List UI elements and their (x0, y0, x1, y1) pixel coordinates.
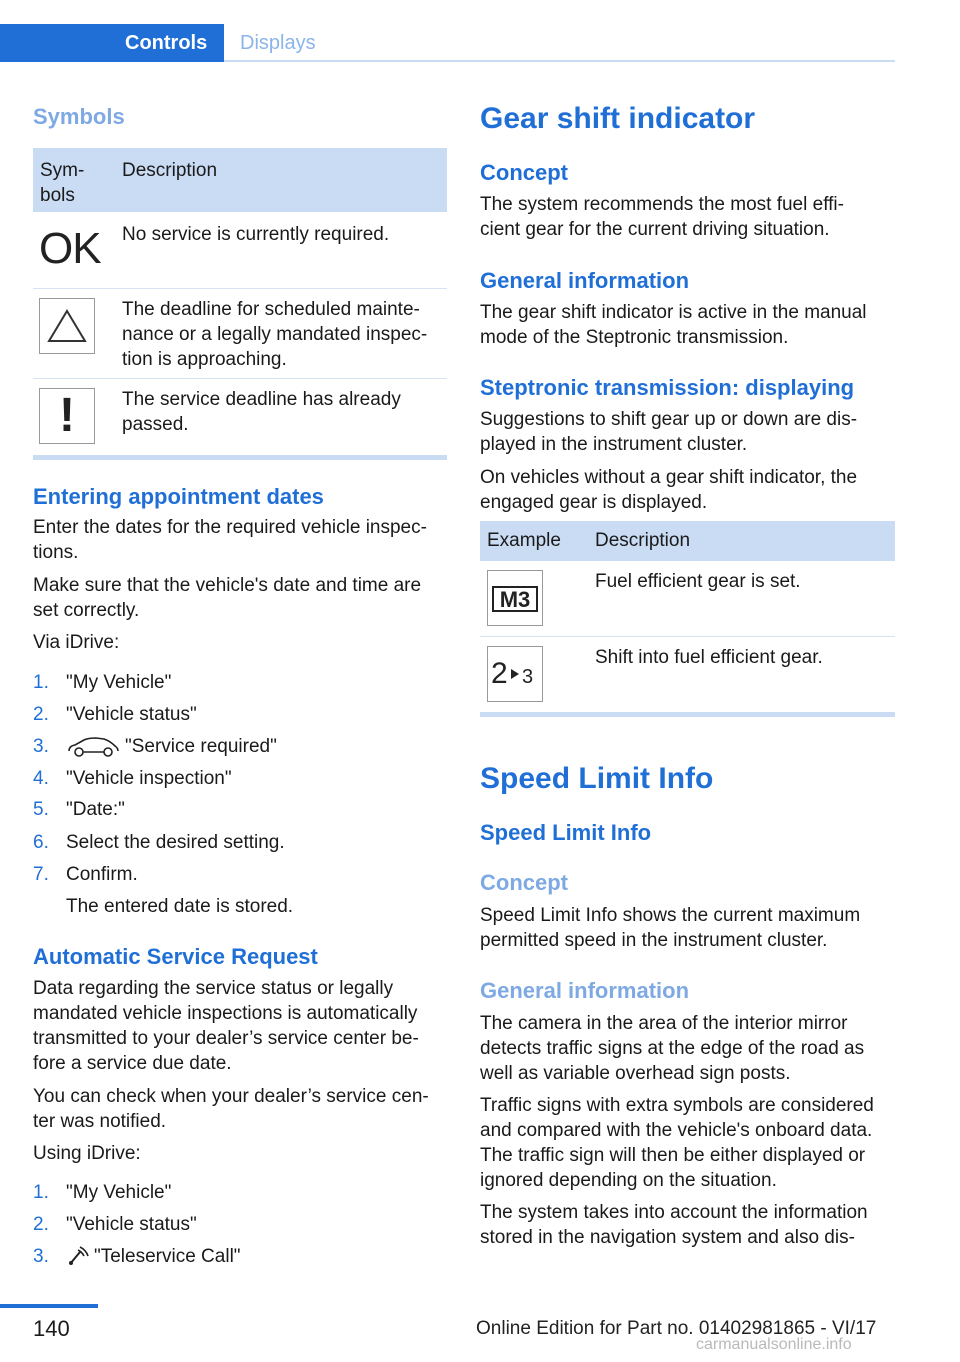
table-row-divider (33, 288, 447, 289)
steptronic-heading: Steptronic transmission: displaying (480, 375, 855, 400)
sli-general-info-para-2-line3: The traffic sign will then be either displayed or (480, 1145, 866, 1166)
asr-heading: Automatic Service Request (33, 944, 318, 969)
steptronic-para-2-line1: On vehicles without a gear shift indicator, the (480, 467, 858, 488)
asr-para-1-line2: mandated vehicle inspections is automatically (33, 1003, 418, 1024)
table-row-divider (33, 378, 447, 379)
sli-concept-para (480, 903, 860, 953)
appointment-para-1-line2: tions. (33, 542, 79, 563)
symbol-desc-2 (122, 297, 427, 372)
appointment-para-3: Via iDrive: (33, 632, 120, 653)
list-item-number: 3. (33, 1246, 49, 1267)
symbol-desc-2-line2: nance or a legally mandated inspec- (122, 324, 428, 345)
gear-description-col-header: Description (595, 530, 691, 551)
speed-limit-title: Speed Limit Info (480, 762, 714, 795)
shift-to-gear: 3 (522, 666, 534, 688)
sli-general-info-para-1 (480, 1011, 864, 1086)
asr-para-1-line4: fore a service due date. (33, 1053, 232, 1074)
steptronic-para-1 (480, 407, 857, 457)
general-info-para-line2: mode of the Steptronic transmission. (480, 327, 789, 348)
list-item (33, 1244, 447, 1269)
appointment-heading: Entering appointment dates (33, 484, 324, 509)
table-end-bar (33, 455, 447, 460)
tab-displays[interactable]: Displays (240, 32, 316, 54)
sli-general-info-heading: General information (480, 978, 690, 1003)
m3-gear-glyph: M3 (492, 586, 538, 612)
symbol-desc-3-line2: passed. (122, 414, 189, 435)
steptronic-para-2 (480, 465, 857, 515)
exclamation-icon (39, 388, 95, 444)
symbol-desc-3 (122, 387, 401, 437)
list-item (33, 766, 447, 791)
list-item (33, 830, 447, 855)
sli-concept-para-line1: Speed Limit Info shows the current maximum (480, 905, 861, 926)
list-item-text: Select the desired setting. (66, 832, 285, 853)
footer-rule (0, 1304, 98, 1308)
description-col-header: Description (122, 160, 218, 181)
symbol-desc-1 (122, 222, 389, 247)
list-item-text: "My Vehicle" (66, 672, 172, 693)
gear-desc-1: Fuel efficient gear is set. (595, 571, 801, 592)
list-item-number: 1. (33, 1182, 49, 1203)
sli-concept-heading: Concept (480, 870, 568, 895)
car-icon (66, 736, 120, 765)
list-item (33, 1212, 447, 1237)
gear-desc-2: Shift into fuel efficient gear. (595, 647, 823, 668)
list-item (33, 702, 447, 727)
steptronic-para-1-line1: Suggestions to shift gear up or down are dis- (480, 409, 858, 430)
asr-para-1-line1: Data regarding the service status or legally (33, 978, 394, 999)
general-info-para-line1: The gear shift indicator is active in the manual (480, 302, 867, 323)
sli-general-info-para-2-line1: Traffic signs with extra symbols are considered (480, 1095, 874, 1116)
appointment-para-2-line2: set correctly. (33, 600, 140, 621)
appointment-para-2 (33, 573, 421, 623)
list-item-text: "Vehicle status" (66, 704, 197, 725)
shift-2-to-3-icon (487, 646, 543, 702)
concept-para (480, 192, 844, 242)
symbol-desc-2-line3: tion is approaching. (122, 349, 287, 370)
sli-general-info-para-2 (480, 1093, 874, 1193)
header-rule (224, 60, 895, 62)
general-info-heading: General information (480, 268, 690, 293)
speed-limit-subheading: Speed Limit Info (480, 820, 652, 845)
symbol-desc-3-line1: The service deadline has already (122, 389, 401, 410)
asr-para-2-line2: ter was notified. (33, 1111, 167, 1132)
asr-para-1-line3: transmitted to your dealer’s service center be- (33, 1028, 419, 1049)
page-number: 140 (33, 1316, 70, 1341)
concept-heading: Concept (480, 160, 568, 185)
list-item-number: 5. (33, 799, 49, 820)
asr-para-2-line1: You can check when your dealer’s service cen- (33, 1086, 429, 1107)
list-item-number: 1. (33, 672, 49, 693)
appointment-result: The entered date is stored. (66, 896, 294, 917)
gear-table-header (480, 521, 895, 561)
appointment-para-1 (33, 515, 427, 565)
exclamation-glyph: ! (59, 389, 75, 442)
tab-controls[interactable]: Controls (0, 24, 224, 62)
symbols-heading: Symbols (33, 104, 125, 129)
table-end-bar (480, 712, 895, 717)
asr-para-2 (33, 1084, 429, 1134)
sli-concept-para-line2: permitted speed in the instrument cluster. (480, 930, 828, 951)
list-item-text: "Date:" (66, 799, 125, 820)
appointment-para-2-line1: Make sure that the vehicle's date and time are (33, 575, 422, 596)
shift-arrow-icon (510, 668, 520, 680)
list-item-text: "Teleservice Call" (94, 1246, 241, 1267)
concept-para-line1: The system recommends the most fuel effi- (480, 194, 844, 215)
sli-general-info-para-1-line3: well as variable overhead sign posts. (480, 1063, 791, 1084)
list-item-number: 7. (33, 864, 49, 885)
symbols-col-header-line1: Sym- (40, 160, 85, 181)
sli-general-info-para-2-line4: ignored depending on the situation. (480, 1170, 777, 1191)
list-item-text: "Vehicle status" (66, 1214, 197, 1235)
general-info-para (480, 300, 867, 350)
symbols-col-header-line2: bols (40, 185, 75, 206)
m3-gear-icon (487, 570, 543, 626)
symbols-table-header (33, 148, 447, 212)
symbol-desc-2-line1: The deadline for scheduled mainte- (122, 299, 420, 320)
sli-general-info-para-2-line2: and compared with the vehicle's onboard data. (480, 1120, 873, 1141)
sli-general-info-para-3-line1: The system takes into account the information (480, 1202, 868, 1223)
warning-triangle-icon (39, 298, 95, 354)
list-item-number: 4. (33, 768, 49, 789)
gear-shift-heading: Gear shift indicator (480, 102, 756, 135)
ok-icon-glyph: OK (39, 224, 101, 273)
teleservice-icon (66, 1246, 90, 1275)
table-row-divider (480, 636, 895, 637)
list-item-number: 6. (33, 832, 49, 853)
sli-general-info-para-1-line2: detects traffic signs at the edge of the road as (480, 1038, 865, 1059)
sli-general-info-para-3-line2: stored in the navigation system and also dis- (480, 1227, 855, 1248)
asr-para-3: Using iDrive: (33, 1143, 141, 1164)
steptronic-para-1-line2: played in the instrument cluster. (480, 434, 748, 455)
list-item (33, 797, 447, 822)
shift-from-gear: 2 (491, 657, 508, 690)
list-item-text: "My Vehicle" (66, 1182, 172, 1203)
list-item-text: Confirm. (66, 864, 138, 885)
appointment-para-1-line1: Enter the dates for the required vehicle inspec- (33, 517, 427, 538)
list-item-number: 3. (33, 736, 49, 757)
list-item-text: "Service required" (125, 736, 277, 757)
list-item (33, 734, 447, 759)
list-item-text: "Vehicle inspection" (66, 768, 232, 789)
watermark: carmanualsonline.info (696, 1336, 852, 1353)
sli-general-info-para-3 (480, 1200, 868, 1250)
page-header (0, 0, 895, 62)
symbols-col-header (40, 158, 84, 208)
sli-general-info-para-1-line1: The camera in the area of the interior mirror (480, 1013, 848, 1034)
symbol-desc-1-line: No service is currently required. (122, 224, 390, 245)
list-item-number: 2. (33, 704, 49, 725)
edition-text: Online Edition for Part no. 01402981865 - VI/17 (476, 1318, 877, 1339)
asr-para-1 (33, 976, 419, 1076)
steptronic-para-2-line2: engaged gear is displayed. (480, 492, 708, 513)
list-item (33, 670, 447, 695)
list-item-number: 2. (33, 1214, 49, 1235)
ok-icon (39, 224, 101, 273)
list-item (33, 1180, 447, 1205)
example-col-header: Example (487, 530, 561, 551)
concept-para-line2: cient gear for the current driving situation. (480, 219, 830, 240)
list-item (33, 862, 447, 887)
